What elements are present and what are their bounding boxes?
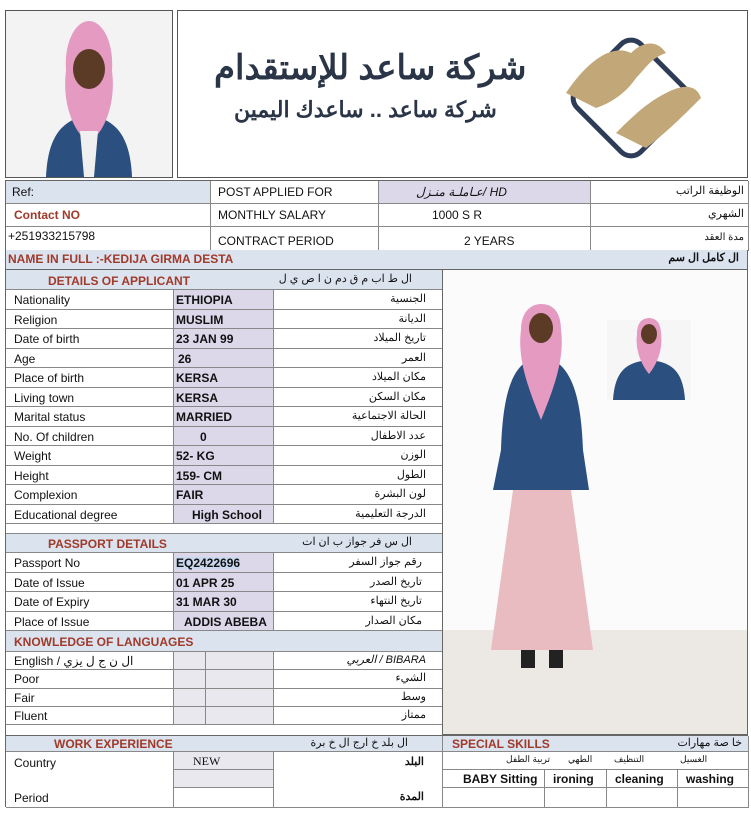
ref-label: Ref: <box>12 185 35 199</box>
passport-value: EQ2422696 <box>176 556 241 570</box>
skill-item: cleaning <box>615 772 664 786</box>
applicant-ar: العمر <box>401 351 426 364</box>
applicant-label: Marital status <box>14 410 86 424</box>
language-row-ar-cell <box>274 689 443 707</box>
applicant-value: 52- KG <box>176 449 215 463</box>
language-check-cell <box>206 670 274 688</box>
applicant-row-ar-cell <box>274 446 443 466</box>
applicant-row-ar-cell <box>274 505 443 525</box>
applicant-row-value-cell <box>174 310 274 330</box>
company-banner <box>177 10 748 178</box>
applicant-row-ar-cell <box>274 466 443 486</box>
language-check-cell <box>174 670 206 688</box>
language-label: Poor <box>14 672 40 687</box>
language-row-label-cell <box>6 707 174 725</box>
applicant-row-value-cell <box>174 485 274 505</box>
applicant-ar: الوزن <box>400 449 426 461</box>
passport-label: Date of Expiry <box>14 595 90 609</box>
language-row-ar-cell <box>274 707 443 725</box>
salary-value: 1000 S R <box>432 208 483 222</box>
applicant-row-ar-cell <box>274 329 443 349</box>
applicant-row-label-cell <box>6 466 174 486</box>
applicant-row-value-cell <box>174 329 274 349</box>
contract-ar: مدة العقد <box>704 232 744 243</box>
applicant-ar: الجنسية <box>390 293 426 305</box>
language-label: Fair <box>14 690 35 705</box>
applicant-row-label-cell <box>6 368 174 388</box>
name-row <box>5 250 748 270</box>
language-right: الشيء <box>395 672 426 685</box>
applicant-label: Height <box>14 468 49 483</box>
applicant-value: 26 <box>178 351 192 366</box>
skill-cell <box>607 770 678 788</box>
skills-title: SPECIAL SKILLS <box>452 737 550 751</box>
language-label: English / ال ن ج ل يزي <box>14 654 134 668</box>
passport-row-ar-cell <box>274 573 443 593</box>
applicant-row-value-cell <box>174 427 274 447</box>
contact-value: +251933215798 <box>8 229 96 243</box>
applicant-row-label-cell <box>6 388 174 408</box>
full-body-photo-frame <box>442 270 748 735</box>
passport-label: Passport No <box>14 556 81 570</box>
applicant-row-ar-cell <box>274 427 443 447</box>
applicant-value: MUSLIM <box>176 312 224 327</box>
language-check-cell <box>206 707 274 725</box>
applicant-row-label-cell <box>6 427 174 447</box>
applicant-ar: الطول <box>396 468 426 481</box>
applicant-row-value-cell <box>174 505 274 525</box>
applicant-row-ar-cell <box>274 310 443 330</box>
applicant-row-label-cell <box>6 505 174 525</box>
applicant-value: ETHIOPIA <box>176 293 233 307</box>
full-body-photo <box>443 270 747 734</box>
applicant-row-value-cell <box>174 388 274 408</box>
passport-row-ar-cell <box>274 612 443 632</box>
applicant-row-ar-cell <box>274 485 443 505</box>
applicant-row-ar-cell <box>274 290 443 310</box>
applicant-ar: عدد الاطفال <box>370 429 426 442</box>
work-title: WORK EXPERIENCE <box>54 737 173 751</box>
language-right: BIBARA / العربي <box>346 654 426 666</box>
full-name-ar: ال كامل ال سم <box>668 252 739 264</box>
company-name: شركة ساعد للإستقدام <box>214 49 527 87</box>
applicant-row-ar-cell <box>274 368 443 388</box>
applicant-value: High School <box>192 507 262 522</box>
applicant-ar: تاريخ الميلاد <box>373 332 426 344</box>
applicant-value: FAIR <box>176 488 204 502</box>
skill-check-cell <box>545 788 607 808</box>
applicant-label: Age <box>14 351 36 366</box>
applicant-row-label-cell <box>6 290 174 310</box>
passport-value: 31 MAR 30 <box>176 595 237 609</box>
work-period-label: Period <box>14 791 49 805</box>
passport-ar: تاريخ النتهاء <box>370 595 422 607</box>
passport-row-label-cell <box>6 592 174 612</box>
applicant-row-value-cell <box>174 466 274 486</box>
portrait-photo <box>6 11 172 177</box>
passport-value: ADDIS ABEBA <box>184 614 267 629</box>
applicant-row-label-cell <box>6 407 174 427</box>
language-row-ar-cell <box>274 652 443 670</box>
applicant-row-value-cell <box>174 446 274 466</box>
applicant-label: No. Of children <box>14 429 95 444</box>
passport-row-ar-cell <box>274 553 443 573</box>
passport-label: Place of Issue <box>14 614 90 629</box>
applicant-row-value-cell <box>174 407 274 427</box>
work-country-ar: البلد <box>404 756 424 768</box>
applicant-row-label-cell <box>6 446 174 466</box>
skill-cell <box>678 770 749 788</box>
applicant-ar: مكان الميلاد <box>371 371 426 383</box>
skill-cell <box>443 770 545 788</box>
applicant-ar: الحالة الاجتماعية <box>351 410 426 422</box>
passport-row-value-cell <box>174 573 274 593</box>
applicant-label: Educational degree <box>14 507 118 522</box>
applicant-label: Living town <box>14 390 75 405</box>
applicant-row-label-cell <box>6 310 174 330</box>
applicant-ar: الدرجة التعليمية <box>355 507 426 520</box>
passport-value: 01 APR 25 <box>176 575 235 590</box>
applicant-value: KERSA <box>176 390 219 405</box>
skill-cell <box>545 770 607 788</box>
applicant-value: 159- CM <box>176 468 223 483</box>
bottom-table <box>5 735 748 807</box>
passport-ar: تاريخ الصدر <box>370 575 422 588</box>
applicant-label: Nationality <box>14 293 71 307</box>
language-label: Fluent <box>14 708 48 723</box>
applicant-row-ar-cell <box>274 388 443 408</box>
language-check-cell <box>174 652 206 670</box>
applicant-value: KERSA <box>176 371 219 385</box>
language-right: ممتاز <box>401 708 426 721</box>
language-row-label-cell <box>6 670 174 688</box>
post-value: عـاملـة منـزل/ HD <box>416 185 507 199</box>
contract-label: CONTRACT PERIOD <box>218 234 334 248</box>
passport-row-label-cell <box>6 612 174 632</box>
post-ar: الوظيفة الراتب <box>675 185 744 197</box>
skill-ar-washing: الغسيل <box>680 754 708 764</box>
language-row-label-cell <box>6 652 174 670</box>
applicant-ar: مكان السكن <box>368 390 426 403</box>
applicant-row-label-cell <box>6 485 174 505</box>
skill-item: washing <box>686 772 735 786</box>
applicant-label: Place of birth <box>14 371 85 385</box>
salary-label: MONTHLY SALARY <box>218 208 327 222</box>
company-logo <box>556 23 706 173</box>
language-row-ar-cell <box>274 670 443 688</box>
contact-label: Contact NO <box>14 208 80 222</box>
applicant-row-ar-cell <box>274 407 443 427</box>
header-table <box>5 180 748 250</box>
applicant-value: MARRIED <box>176 410 232 424</box>
applicant-row-value-cell <box>174 349 274 369</box>
applicant-title-ar: ال ط اب م ق دم ن ا ص ي ل <box>278 273 412 285</box>
skill-ar-cooking: الطهي <box>568 754 593 764</box>
applicant-label: Weight <box>14 449 52 463</box>
skill-check-cell <box>678 788 749 808</box>
skill-ar-childcare: تربية الطفل <box>506 754 551 764</box>
work-title-ar: ال بلد خ ارج ال خ برة <box>310 737 408 749</box>
passport-row-label-cell <box>6 553 174 573</box>
languages-title: KNOWLEDGE OF LANGUAGES <box>14 635 194 649</box>
passport-title-ar: ال س فر جواز ب ان ات <box>302 536 412 548</box>
salary-ar: الشهري <box>708 208 744 220</box>
post-label: POST APPLIED FOR <box>218 185 333 199</box>
language-check-cell <box>206 652 274 670</box>
applicant-value: 0 <box>200 429 207 444</box>
passport-label: Date of Issue <box>14 575 85 590</box>
skill-item: ironing <box>553 772 594 786</box>
skill-ar-cleaning: التنظيف <box>614 754 645 764</box>
applicant-title: DETAILS OF APPLICANT <box>48 274 190 288</box>
applicant-label: Date of birth <box>14 332 80 346</box>
applicant-row-value-cell <box>174 368 274 388</box>
work-period-ar: المدة <box>399 791 424 803</box>
applicant-value: 23 JAN 99 <box>176 332 234 346</box>
applicant-row-ar-cell <box>274 349 443 369</box>
passport-ar: رقم جواز السفر <box>349 556 422 568</box>
passport-title: PASSPORT DETAILS <box>48 537 167 551</box>
language-check-cell <box>174 689 206 707</box>
passport-row-ar-cell <box>274 592 443 612</box>
applicant-label: Religion <box>14 312 58 327</box>
skills-title-ar: خا صة مهارات <box>677 737 742 749</box>
applicant-ar: لون البشرة <box>374 488 426 500</box>
portrait-photo-frame <box>5 10 173 178</box>
language-check-cell <box>174 707 206 725</box>
passport-row-value-cell <box>174 612 274 632</box>
passport-row-value-cell <box>174 553 274 573</box>
applicant-row-label-cell <box>6 329 174 349</box>
full-name: NAME IN FULL :-KEDIJA GIRMA DESTA <box>8 252 234 266</box>
applicant-row-value-cell <box>174 290 274 310</box>
applicant-row-label-cell <box>6 349 174 369</box>
skill-item: BABY Sitting <box>463 772 538 786</box>
details-table <box>5 270 442 735</box>
contract-value: 2 YEARS <box>464 234 515 248</box>
work-country-value: NEW <box>193 754 221 768</box>
passport-ar: مكان الصدار <box>365 614 422 627</box>
language-row-label-cell <box>6 689 174 707</box>
language-right: وسط <box>401 690 426 703</box>
passport-row-label-cell <box>6 573 174 593</box>
work-country-label: Country <box>14 756 57 770</box>
company-slogan: شركة ساعد .. ساعدك اليمين <box>234 97 497 122</box>
applicant-ar: الديانة <box>398 312 426 325</box>
language-check-cell <box>206 689 274 707</box>
skill-check-cell <box>607 788 678 808</box>
applicant-label: Complexion <box>14 488 78 502</box>
skill-check-cell <box>443 788 545 808</box>
passport-row-value-cell <box>174 592 274 612</box>
